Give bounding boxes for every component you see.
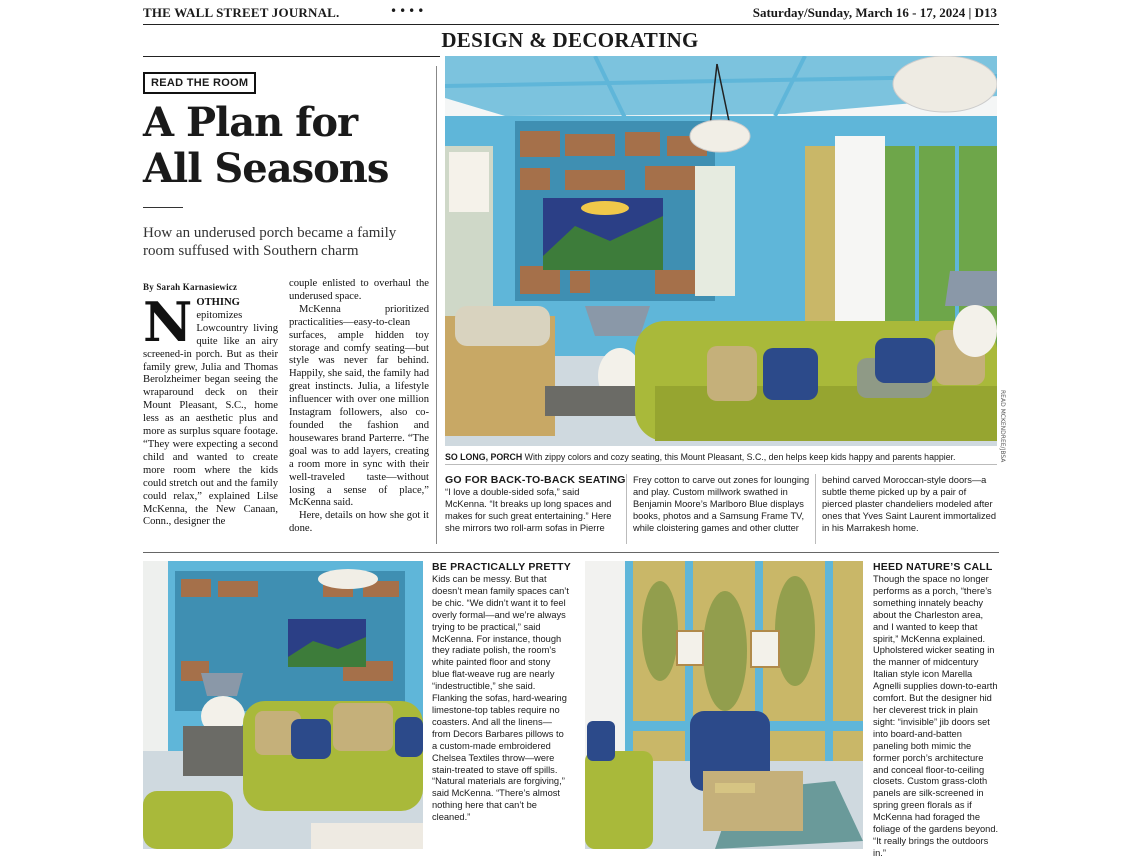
section-heading: BE PRACTICALLY PRETTY	[432, 561, 571, 573]
sofa-photo	[143, 561, 423, 849]
body-paragraph: Here, details on how she got it done.	[289, 510, 429, 535]
masthead: THE WALL STREET JOURNAL.	[143, 5, 340, 20]
section-heading: HEED NATURE’S CALL	[873, 561, 993, 573]
section-rule	[143, 56, 440, 57]
headline-line-1: A Plan for	[143, 99, 358, 146]
lead-caps: OTHING	[196, 297, 240, 308]
photo-credit: READ MCKENDREE/JBSA	[999, 390, 1006, 463]
body-paragraph: couple enlisted to overhaul the underused space.	[289, 278, 429, 302]
headline-line-2: All Seasons	[143, 145, 389, 192]
column-divider	[815, 474, 816, 544]
column-divider	[436, 66, 437, 544]
lower-rule	[143, 552, 999, 553]
caption-rule	[445, 464, 997, 465]
section-text: Though the space no longer performs as a porch, “there’s something innately beachy about the Charleston area, and I wanted to keep that spirit,” McKenna explained. Upholstered wicker seating in the manner of midcentury Italian style icon Marella Agnelli supplies down-to-earth comfort. But the designer hid her cleverest trick in plain sight: “invisible” jib doors set into board-and-batten paneling both mimic the former porch’s architecture and conceal floor-to-ceiling closets. Custom grass-cloth panels are silk-screened in spring green florals as if McKenna had foraged the foliage of the gardens beyond. “It really brings the outdoors in.”	[873, 574, 999, 858]
byline: By Sarah Karnasiewicz	[143, 282, 238, 292]
section-text: Kids can be messy. But that doesn’t mean family spaces can’t be chic. “We didn’t want it to feel overly formal—and we’re always trying to be practical,” said McKenna. For instance, though they radiate polish, the room’s white painted floor and stony blue flat-weave rug are nearly “indestructible,” she said. Flanking the sofas, hard-wearing limestone-top tables require no coasters. And all the linens—from Decors Barbares pillows to a custom-made embroidered Chelsea Textiles throw—were stain-treated to stave off spills. “Natural materials are forgiving,” said McKenna. “There’s almost nothing here that can’t be cleaned.”	[432, 574, 569, 823]
section-text: behind carved Moroccan-style doors—a subtle theme picked up by a pair of pierced plaster chandeliers modeled after ones that Yves Saint Laurent immortalized in his Marrakesh home.	[822, 475, 996, 533]
caption-text: With zippy colors and cozy seating, this Mount Pleasant, S.C., den helps keep kids happy and parents happier.	[522, 452, 956, 462]
chair-photo	[585, 561, 863, 849]
body-text-1: epitomizes Lowcountry living quite like an airy screened-in porch. But as their family grew, Julia and Thomas Berolzheimer began seeing the wraparound deck on their Mount Pleasant, S.C., home less as an aesthetic plus and more as surplus square footage. “They were expecting a second child and wanted to create more room where the kids could stretch out and the family could relax,” explained Lilse McKenna, the New Canaan, Conn., designer the	[143, 309, 278, 528]
headline-rule	[143, 207, 183, 208]
body-column-2	[289, 278, 429, 536]
dateline: Saturday/Sunday, March 16 - 17, 2024 | D13	[752, 5, 997, 20]
headline	[143, 100, 433, 192]
main-room-photo	[445, 56, 997, 446]
kicker-label: READ THE ROOM	[143, 72, 256, 94]
section-heading: GO FOR BACK-TO-BACK SEATING	[445, 474, 626, 486]
caption-lead: SO LONG, PORCH	[445, 452, 523, 462]
section-text: “I love a double-sided sofa,” said McKenna. “It breaks up long spaces and makes for such great entertaining.” Here she mirrors two roll-arm sofas in Pierre	[445, 487, 612, 533]
section-title: DESIGN & DECORATING	[441, 28, 699, 52]
section-text: Frey cotton to carve out zones for lounging and play. Custom millwork swathed in Benjamin Moore’s Marlboro Blue displays books, photos and a Samsung Frame TV, while cloistering games and other clutter	[633, 475, 810, 533]
drop-cap: N	[143, 290, 193, 354]
column-divider	[626, 474, 627, 544]
top-rule	[143, 24, 999, 25]
masthead-dots: ••••	[390, 4, 427, 18]
body-column-1	[143, 290, 278, 529]
dek: How an underused porch became a family room suffused with Southern charm	[143, 225, 397, 259]
body-paragraph: McKenna prioritized practicalities—easy-to-clean surfaces, ample hidden toy storage and comfy seating—but style was never far behind. Happily, she said, the family had great instincts. Julia, a lifestyle influencer with over one million Instagram followers, also co-founded the fashion and housewares brand Parterre. “The goal was to add layers, creating a room more in sync with their well-traveled taste—without losing a sense of place,” McKenna said.	[289, 303, 429, 509]
photo-caption	[445, 452, 995, 463]
